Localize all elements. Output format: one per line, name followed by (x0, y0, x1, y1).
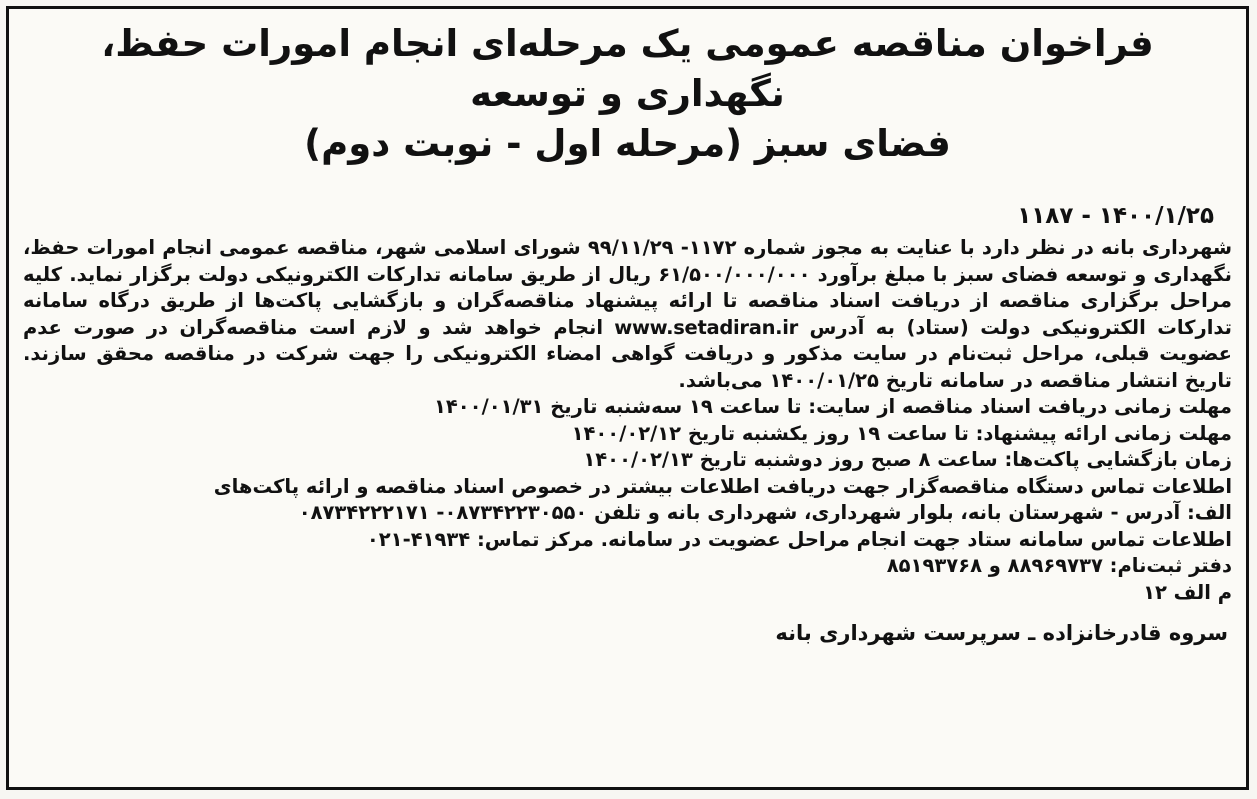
reference-number: ۱۴۰۰/۱/۲۵ - ۱۱۸۷ (1017, 203, 1214, 229)
notice-title (23, 19, 1232, 169)
contact-registration: دفتر ثبت‌نام: ۸۸۹۶۹۷۳۷ و ۸۵۱۹۳۷۶۸ (886, 554, 1232, 577)
signature: سروه قادرخانزاده ـ سرپرست شهرداری بانه (775, 621, 1228, 645)
deadline-documents: مهلت زمانی دریافت اسناد مناقصه از سایت: تا ساعت ۱۹ سه‌شنبه تاریخ ۱۴۰۰/۰۱/۳۱ (433, 395, 1232, 418)
contact-intro: اطلاعات تماس دستگاه مناقصه‌گزار جهت دریافت اطلاعات بیشتر در خصوص اسناد مناقصه و ارائه پاکت‌های (213, 474, 1232, 498)
contact-address: الف: آدرس - شهرستان بانه، بلوار شهرداری، شهرداری بانه و تلفن ۰۸۷۳۴۲۲۳۰۵۵۰- ۰۸۷۳۴۲۲۲۱۷۱ (298, 501, 1232, 524)
notice-code: م الف ۱۲ (1143, 580, 1232, 604)
notice-body: شهرداری بانه در نظر دارد با عنایت به مجوز شماره ۱۱۷۲- ۹۹/۱۱/۲۹ شورای اسلامی شهر، مناقصه عمومی انجام امورات حفظ، نگهداری و توسعه فضای سبز با مبلغ برآورد ۶۱/۵۰۰/۰۰۰/۰۰۰ ریال از طریق سامانه تدارکات الکترونیکی دولت برگزار نماید. کلیه مراحل برگزاری مناقصه از دریافت اسناد مناقصه تا ارائه پیشنهاد مناقصه‌گران و بازگشایی پاکت‌ها از طریق درگاه سامانه تدارکات الکترونیکی دولت (ستاد) به آدرس www.setadiran.ir انجام خواهد شد و لازم است مناقصه‌گران در صورت عدم عضویت قبلی، مراحل ثبت‌نام در سایت مذکور و دریافت گواهی امضاء الکترونیکی را جهت شرکت در مناقصه محقق سازند. تاریخ انتشار مناقصه در سامانه تاریخ ۱۴۰۰/۰۱/۲۵ می‌باشد. (23, 236, 1233, 392)
title-line-1: فراخوان مناقصه عمومی یک مرحله‌ای انجام امورات حفظ، نگهداری و توسعه (101, 22, 1154, 115)
deadline-proposal: مهلت زمانی ارائه پیشنهاد: تا ساعت ۱۹ روز یکشنبه تاریخ ۱۴۰۰/۰۲/۱۲ (571, 421, 1232, 445)
title-line-2: فضای سبز (مرحله اول - نوبت دوم) (304, 122, 951, 165)
notice-frame (6, 6, 1249, 790)
opening-time: زمان بازگشایی پاکت‌ها: ساعت ۸ صبح روز دوشنبه تاریخ ۱۴۰۰/۰۲/۱۳ (583, 448, 1232, 471)
contact-setad: اطلاعات تماس سامانه ستاد جهت انجام مراحل عضویت در سامانه. مرکز تماس: ۴۱۹۳۴-۰۲۱ (366, 527, 1232, 551)
notice-content (23, 17, 1232, 779)
